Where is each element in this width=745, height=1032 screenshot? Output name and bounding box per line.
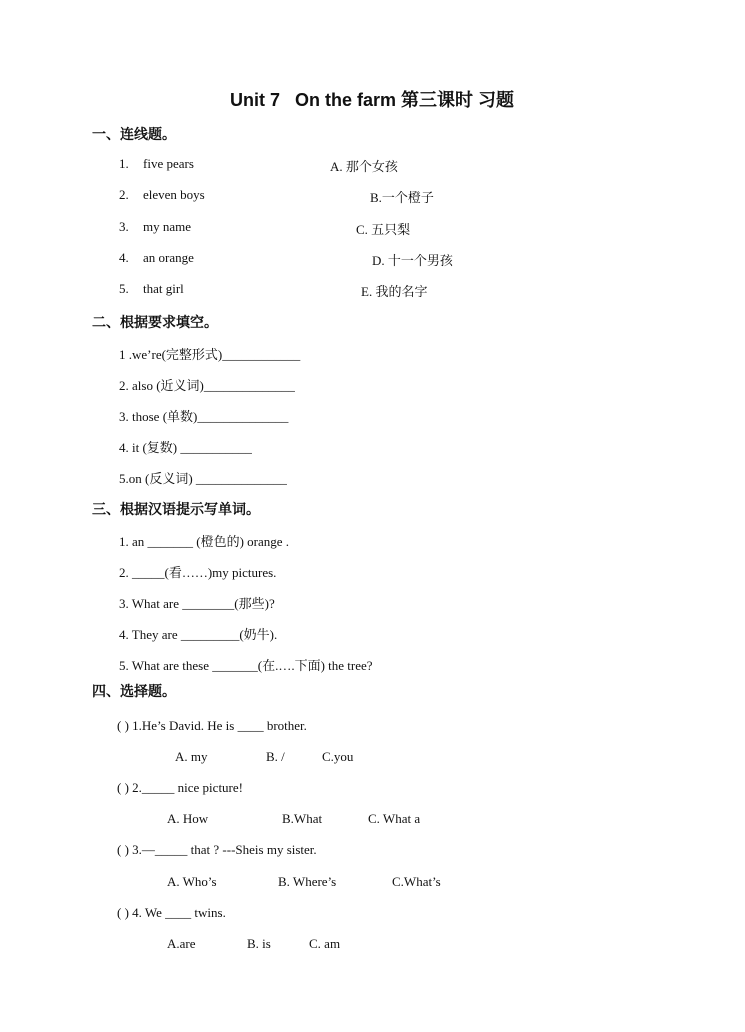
choice-option-4c: C. am	[309, 936, 341, 951]
choice-question-1: ( ) 1.He’s David. He is ____ brother.	[117, 718, 307, 733]
match-left-item-5: that girl	[143, 281, 184, 296]
choice-option-2b: B.What	[282, 811, 323, 826]
match-left-num-5: 5.	[119, 281, 129, 296]
choice-question-3: ( ) 3.—_____ that ? ---Sheis my sister.	[117, 842, 317, 857]
match-left-item-3: my name	[143, 219, 192, 234]
match-right-item-d: D. 十一个男孩	[372, 253, 453, 268]
section-3-heading: 三、根据汉语提示写单词。	[92, 502, 260, 518]
fill-item-2: 2. also (近义词)______________	[119, 378, 295, 393]
match-right-item-e: E. 我的名字	[361, 284, 428, 299]
choice-option-3b: B. Where’s	[278, 874, 337, 889]
word-item-3: 3. What are ________(那些)?	[119, 596, 275, 611]
match-left-num-4: 4.	[119, 250, 129, 265]
match-left-item-2: eleven boys	[143, 187, 205, 202]
match-right-item-c: C. 五只梨	[356, 222, 411, 237]
match-left-num-2: 2.	[119, 187, 129, 202]
choice-option-1c: C.you	[322, 749, 354, 764]
choice-option-3c: C.What’s	[392, 874, 441, 889]
section-2-heading: 二、根据要求填空。	[92, 315, 218, 331]
choice-option-4a: A.are	[167, 936, 196, 951]
choice-question-2: ( ) 2._____ nice picture!	[117, 780, 243, 795]
match-left-item-1: five pears	[143, 156, 194, 171]
word-item-5: 5. What are these _______(在.….下面) the tree?	[119, 658, 373, 673]
choice-option-1a: A. my	[175, 749, 208, 764]
choice-option-3a: A. Who’s	[167, 874, 217, 889]
word-item-2: 2. _____(看……)my pictures.	[119, 565, 277, 580]
match-left-num-1: 1.	[119, 156, 129, 171]
choice-question-4: ( ) 4. We ____ twins.	[117, 905, 226, 920]
choice-option-2c: C. What a	[368, 811, 421, 826]
choice-option-2a: A. How	[167, 811, 209, 826]
fill-item-4: 4. it (复数) ___________	[119, 440, 252, 455]
fill-item-1: 1 .we’re(完整形式)____________	[119, 347, 301, 362]
section-4-heading: 四、选择题。	[92, 684, 176, 700]
choice-option-1b: B. /	[266, 749, 285, 764]
match-right-item-b: B.一个橙子	[370, 190, 434, 205]
word-item-1: 1. an _______ (橙色的) orange .	[119, 534, 290, 549]
match-left-num-3: 3.	[119, 219, 129, 234]
fill-item-5: 5.on (反义词) ______________	[119, 471, 287, 486]
fill-item-3: 3. those (单数)______________	[119, 409, 289, 424]
match-left-item-4: an orange	[143, 250, 194, 265]
match-right-item-a: A. 那个女孩	[330, 159, 398, 174]
choice-option-4b: B. is	[247, 936, 271, 951]
word-item-4: 4. They are _________(奶牛).	[119, 627, 278, 642]
section-1-heading: 一、连线题。	[92, 127, 176, 143]
page-title: Unit 7 On the farm 第三课时 习题	[230, 90, 515, 110]
